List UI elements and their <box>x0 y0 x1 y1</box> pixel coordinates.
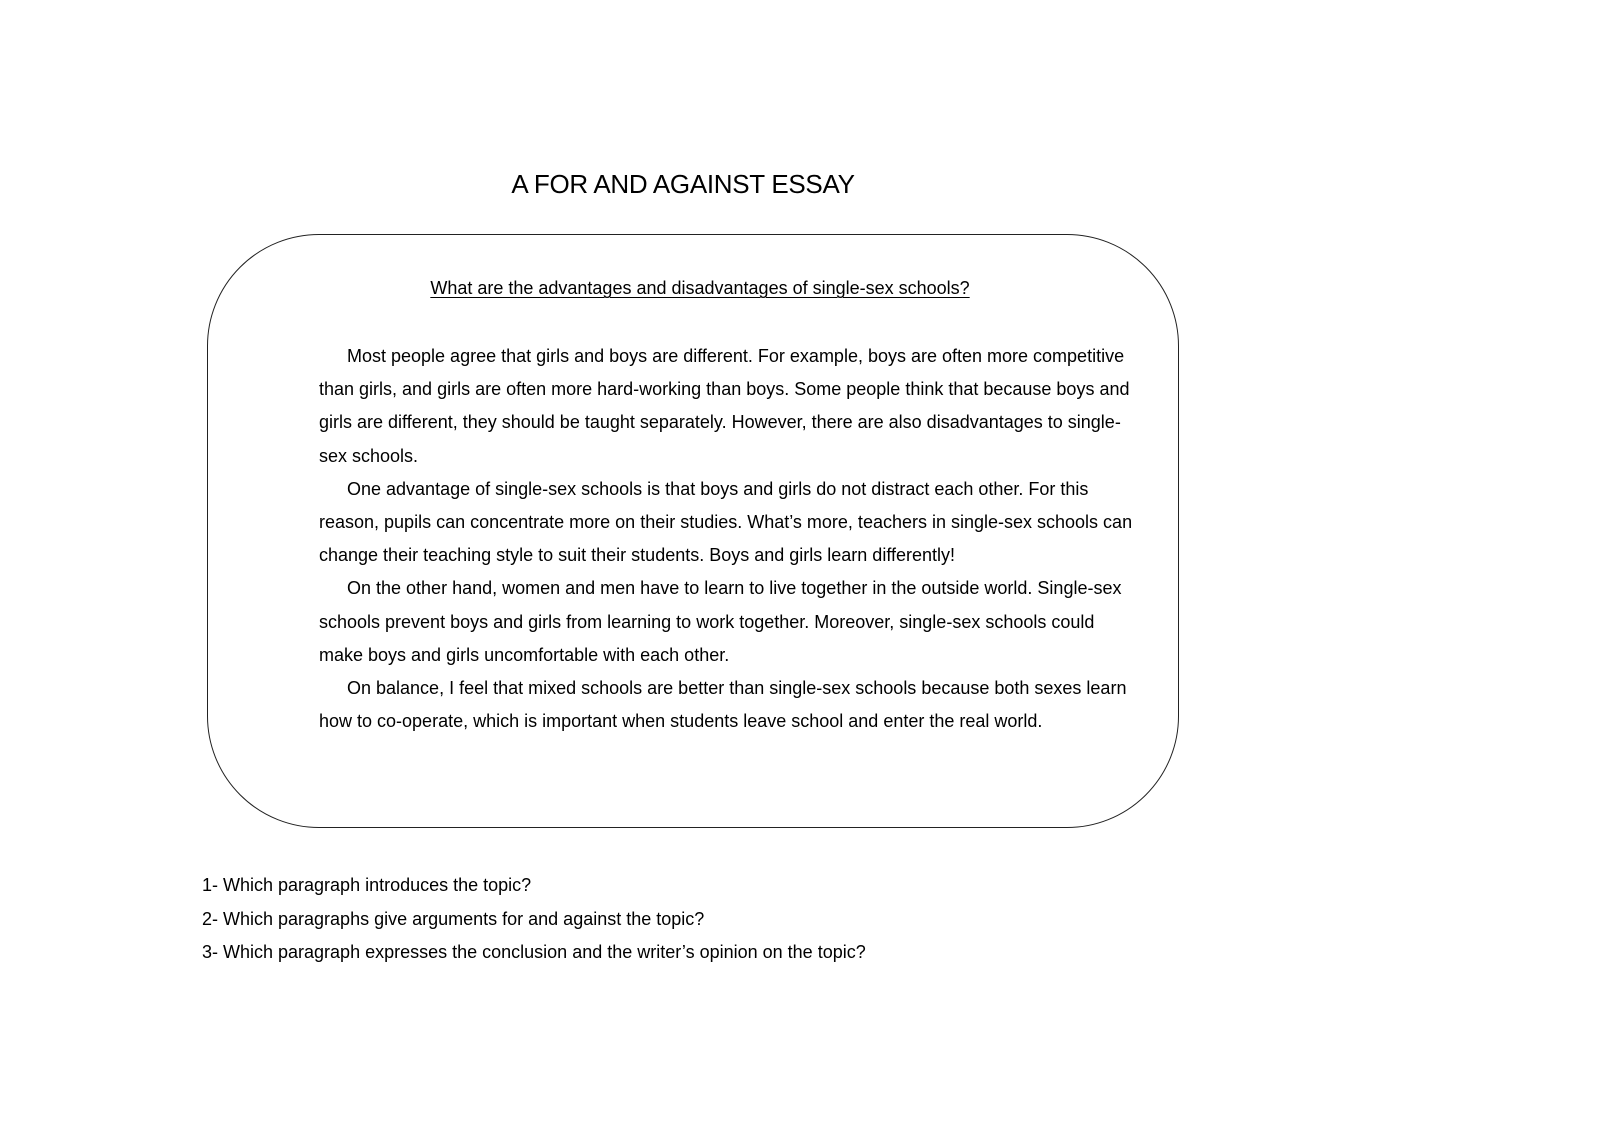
essay-paragraph-introduction: Most people agree that girls and boys are different. For example, boys are often more competitive than girls, and girls are often more hard-working than boys. Some people think that because boys and girls are different, they should be taught separately. However, there are also disadvantages to single-sex schools. <box>319 346 1130 466</box>
comprehension-questions <box>202 869 1202 970</box>
essay-paragraph-conclusion: On balance, I feel that mixed schools are better than single-sex schools because both sexes learn how to co-operate, which is important when students leave school and enter the real world. <box>319 678 1127 732</box>
page-title: A FOR AND AGAINST ESSAY <box>511 169 855 199</box>
essay-question: What are the advantages and disadvantages of single-sex schools? <box>430 278 970 298</box>
essay-paragraph-for: One advantage of single-sex schools is that boys and girls do not distract each other. For this reason, pupils can concentrate more on their studies. What’s more, teachers in single-sex schools can change their teaching style to suit their students. Boys and girls learn differently! <box>319 478 1133 566</box>
essay-paragraph-against: On the other hand, women and men have to learn to live together in the outside world. Single-sex schools prevent boys and girls from learning to work together. Moreover, single-sex schools could make boys and girls uncomfortable with each other. <box>319 578 1122 665</box>
question-1: 1- Which paragraph introduces the topic? <box>202 875 532 895</box>
question-2: 2- Which paragraphs give arguments for and against the topic? <box>202 908 705 929</box>
question-3: 3- Which paragraph expresses the conclusion and the writer’s opinion on the topic? <box>202 942 866 962</box>
essay-body <box>319 340 1139 738</box>
